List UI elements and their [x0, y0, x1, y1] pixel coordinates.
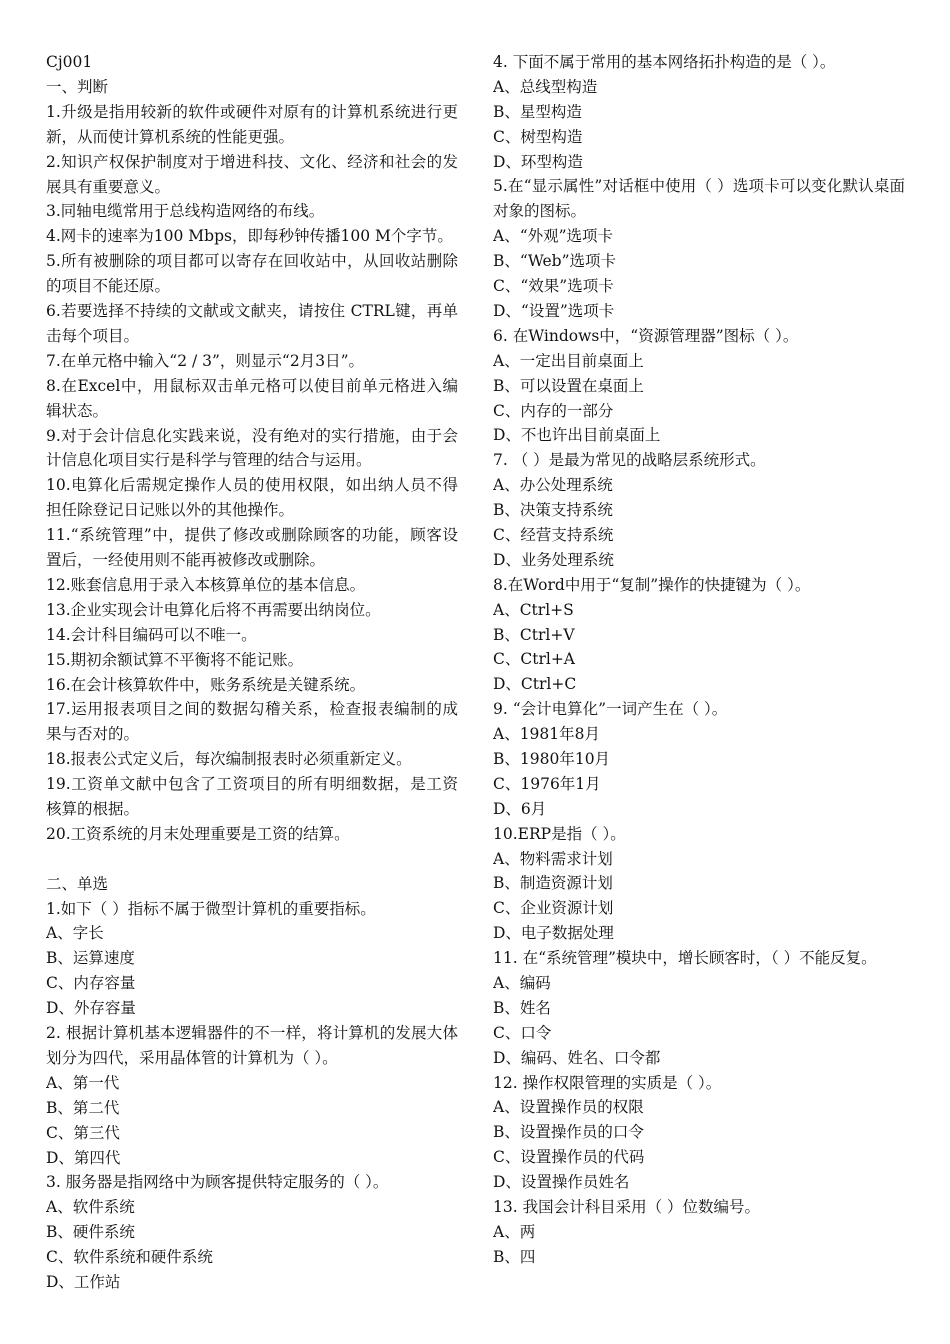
- right-text-line: B、设置操作员的口令: [493, 1123, 644, 1142]
- left-text-line: A、字长: [46, 924, 104, 943]
- right-text-line: A、总线型构造: [493, 77, 598, 96]
- right-column: [493, 50, 905, 1270]
- right-text-line: A、办公处理系统: [493, 476, 613, 495]
- right-text-line: A、一定出目前桌面上: [493, 351, 644, 370]
- right-text-line: D、设置操作员姓名: [493, 1173, 630, 1192]
- left-text-line: 2.知识产权保护制度对于增进科技、文化、经济和社会的发展具有重要意义。: [46, 152, 458, 196]
- right-text-line: C、设置操作员的代码: [493, 1148, 645, 1167]
- left-text-line: C、软件系统和硬件系统: [46, 1248, 213, 1267]
- right-text-line: A、两: [493, 1222, 536, 1241]
- right-text-line: 8.在Word中用于“复制”操作的快捷键为（ ）。: [493, 575, 811, 594]
- right-text-line: 7. （ ）是最为常见的战略层系统形式。: [493, 451, 766, 470]
- left-text-line: 1.如下（ ）指标不属于微型计算机的重要指标。: [46, 899, 376, 918]
- left-text-line: 13.企业实现会计电算化后将不再需要出纳岗位。: [46, 600, 381, 619]
- left-spacer: [46, 847, 458, 872]
- right-text-line: B、决策支持系统: [493, 501, 613, 520]
- right-text-line: C、树型构造: [493, 127, 583, 146]
- right-text-line: C、口令: [493, 1023, 552, 1042]
- left-text-line: 15.期初余额试算不平衡将不能记账。: [46, 650, 304, 669]
- right-text-line: C、内存的一部分: [493, 401, 614, 420]
- right-text-line: 12. 操作权限管理的实质是（ ）。: [493, 1073, 722, 1092]
- right-text-line: 5.在“显示属性”对话框中使用（ ）选项卡可以变化默认桌面对象的图标。: [493, 177, 905, 221]
- right-text-line: 4. 下面不属于常用的基本网络拓扑构造的是（ ）。: [493, 53, 836, 71]
- left-text-line: 12.账套信息用于录入本核算单位的基本信息。: [46, 575, 366, 594]
- left-text-line: 一、判断: [46, 77, 109, 96]
- right-text-line: D、业务处理系统: [493, 550, 614, 569]
- left-text-line: 5.所有被删除的项目都可以寄存在回收站中，从回收站删除的项目不能还原。: [46, 252, 458, 296]
- right-text-line: D、电子数据处理: [493, 924, 614, 943]
- left-column: [46, 50, 458, 1295]
- right-text-line: 9. “会计电算化”一词产生在（ ）。: [493, 700, 728, 719]
- left-text-line: 2. 根据计算机基本逻辑器件的不一样，将计算机的发展大体划分为四代，采用晶体管的计算机为（ ）。: [46, 1024, 458, 1067]
- left-text-line: A、第一代: [46, 1073, 120, 1092]
- right-text-line: B、1980年10月: [493, 749, 611, 768]
- left-text-line: 18.报表公式定义后，每次编制报表时必须重新定义。: [46, 750, 412, 769]
- right-text-line: A、物料需求计划: [493, 849, 613, 868]
- left-text-line: 10.电算化后需规定操作人员的使用权限，如出纳人员不得担任除登记日记账以外的其他操作。: [46, 476, 458, 520]
- right-text-line: B、制造资源计划: [493, 874, 613, 893]
- right-text-line: 13. 我国会计科目采用（ ）位数编号。: [493, 1198, 761, 1217]
- right-text-line: 6. 在Windows中，“资源管理器”图标（ ）。: [493, 326, 799, 345]
- right-text-line: B、姓名: [493, 998, 551, 1017]
- right-text-line: D、“设置”选项卡: [493, 301, 615, 320]
- left-text-line: 9.对于会计信息化实践来说，没有绝对的实行措施，由于会计信息化项目实行是科学与管理的结合与运用。: [46, 426, 458, 470]
- left-text-line: B、硬件系统: [46, 1223, 135, 1242]
- left-text-line: 7.在单元格中输入“2 / 3”，则显示“2月3日”。: [46, 351, 365, 370]
- left-text-line: 16.在会计核算软件中，账务系统是关键系统。: [46, 675, 366, 694]
- right-text-line: C、1976年1月: [493, 774, 601, 793]
- right-text-line: D、编码、姓名、口令都: [493, 1048, 661, 1067]
- left-text-line: 6.若要选择不持续的文献或文献夹，请按住 CTRL键，再单击每个项目。: [46, 302, 458, 345]
- right-text-line: B、Ctrl+V: [493, 625, 575, 644]
- right-text-line: B、四: [493, 1247, 536, 1266]
- left-text-line: B、第二代: [46, 1098, 120, 1117]
- left-text-line: C、内存容量: [46, 974, 136, 993]
- right-text-line: C、Ctrl+A: [493, 650, 575, 669]
- left-text-line: D、外存容量: [46, 999, 136, 1018]
- left-text-line: 17.运用报表项目之间的数据勾稽关系，检查报表编制的成果与否对的。: [46, 700, 458, 744]
- right-text-line: A、1981年8月: [493, 725, 601, 744]
- right-text-line: A、“外观”选项卡: [493, 227, 614, 246]
- right-text-line: D、Ctrl+C: [493, 675, 577, 694]
- left-text-line: 8.在Excel中，用鼠标双击单元格可以使目前单元格进入编辑状态。: [46, 376, 458, 420]
- right-text-line: D、6月: [493, 799, 547, 818]
- right-text-line: D、环型构造: [493, 152, 583, 171]
- right-text-line: C、经营支持系统: [493, 525, 614, 544]
- left-text-line: 14.会计科目编码可以不唯一。: [46, 625, 257, 644]
- left-text-line: Cj001: [46, 53, 93, 71]
- left-text-line: A、软件系统: [46, 1198, 135, 1217]
- left-text-line: C、第三代: [46, 1123, 120, 1142]
- left-text-line: 1.升级是指用较新的软件或硬件对原有的计算机系统进行更新，从而使计算机系统的性能更强。: [46, 102, 458, 146]
- right-text-line: D、不也许出目前桌面上: [493, 426, 661, 445]
- left-text-line: D、工作站: [46, 1272, 121, 1291]
- right-text-line: 11. 在“系统管理”模块中，增长顾客时，（ ）不能反复。: [493, 949, 877, 968]
- right-text-line: A、Ctrl+S: [493, 600, 574, 619]
- left-text-line: 二、单选: [46, 874, 109, 893]
- left-text-line: 19.工资单文献中包含了工资项目的所有明细数据，是工资核算的根据。: [46, 775, 458, 819]
- left-text-line: 4.网卡的速率为100 Mbps，即每秒钟传播100 M个字节。: [46, 227, 453, 246]
- right-text-line: B、“Web”选项卡: [493, 252, 617, 271]
- left-text-line: 20.工资系统的月末处理重要是工资的结算。: [46, 824, 350, 843]
- right-text-line: B、可以设置在桌面上: [493, 376, 644, 395]
- right-text-line: A、编码: [493, 974, 551, 992]
- left-text-line: B、运算速度: [46, 949, 135, 968]
- left-text-line: 3.同轴电缆常用于总线构造网络的布线。: [46, 202, 325, 221]
- left-text-line: 11.“系统管理”中，提供了修改或删除顾客的功能，顾客设置后，一经使用则不能再被修改或删除。: [46, 526, 458, 570]
- right-text-line: A、设置操作员的权限: [493, 1098, 644, 1117]
- right-text-line: C、“效果”选项卡: [493, 277, 614, 296]
- right-text-line: C、企业资源计划: [493, 899, 614, 918]
- left-text-line: D、第四代: [46, 1148, 121, 1167]
- left-text-line: 3. 服务器是指网络中为顾客提供特定服务的（ ）。: [46, 1173, 389, 1192]
- right-text-line: B、星型构造: [493, 102, 582, 121]
- right-text-line: 10.ERP是指（ ）。: [493, 824, 626, 843]
